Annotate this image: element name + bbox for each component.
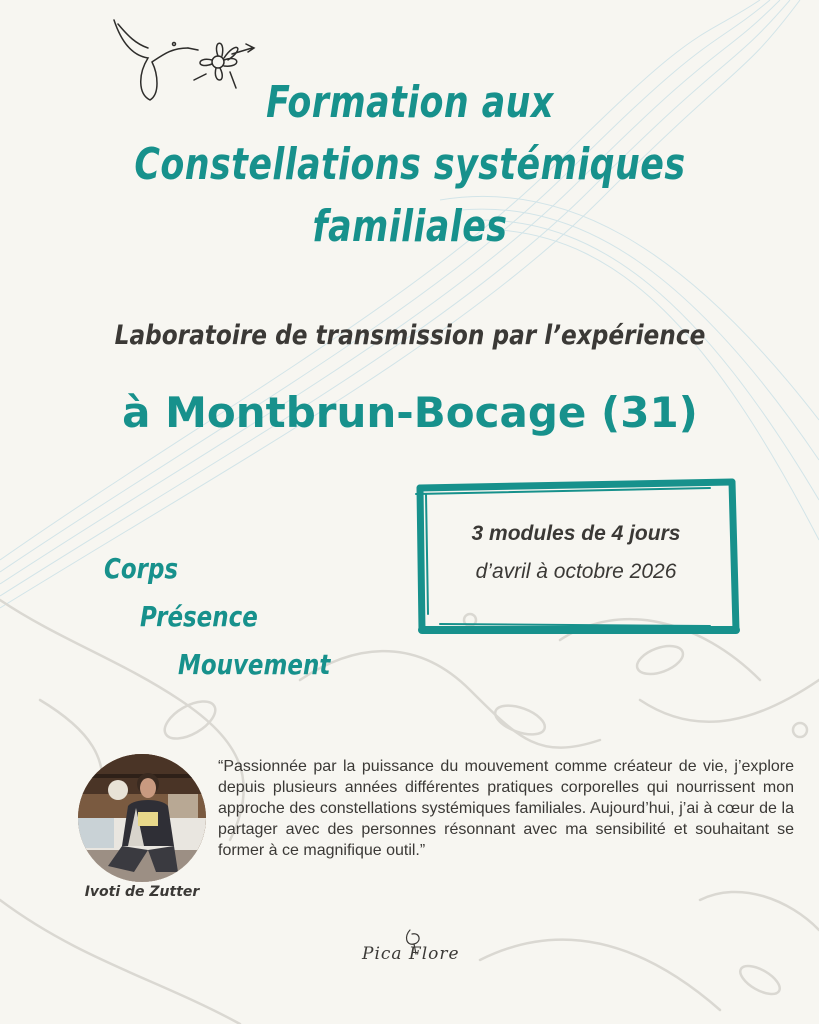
keyword-corps: Corps	[104, 552, 179, 585]
keyword-presence: Présence	[140, 600, 258, 633]
keyword-mouvement: Mouvement	[178, 648, 331, 681]
location: à Montbrun-Bocage (31)	[122, 388, 698, 437]
modules-text: 3 modules de 4 jours	[471, 522, 681, 545]
trainer-quote: “Passionnée par la puissance du mouvement comme créateur de vie, j’explore depuis plusieurs années différentes pratiques corporelles qui nourrissent mon approche des constellations systémiques familiales. Aujourd’hui, j’ai à cœur de la partager avec des personnes résonnant avec ma sensibilité et souhaitant se former à ce magnifique outil.”	[218, 758, 794, 859]
trainer-name: Ivoti de Zutter	[84, 884, 200, 900]
brush-frame	[410, 474, 740, 636]
dates-text: d’avril à octobre 2026	[475, 560, 677, 583]
page-title	[60, 72, 760, 258]
brand-name: Pica Flore	[362, 944, 460, 964]
title-line: Formation aux	[266, 77, 554, 128]
trainer-photo	[78, 754, 206, 882]
title-line: Constellations systémiques	[134, 139, 686, 190]
subtitle: Laboratoire de transmission par l’expérience	[114, 320, 706, 351]
title-line: familiales	[312, 201, 508, 252]
